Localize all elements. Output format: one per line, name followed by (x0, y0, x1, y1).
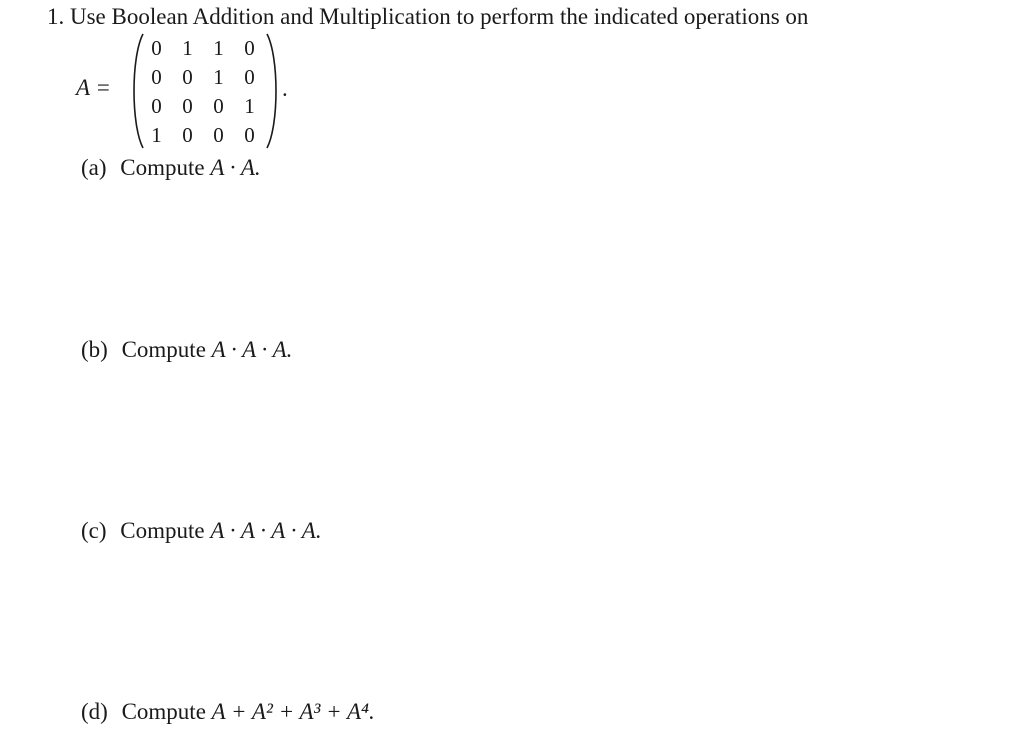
part-a (81, 153, 261, 183)
part-label: (a) (81, 155, 107, 180)
matrix-cell: 0 (182, 94, 193, 118)
matrix-cell: 0 (213, 94, 224, 118)
part-expression: A + A² + A³ + A⁴. (211, 699, 375, 724)
matrix-cell: 1 (213, 65, 224, 89)
matrix-cell: 0 (244, 36, 255, 60)
matrix-cell: 0 (213, 123, 224, 147)
matrix-grid (141, 34, 265, 150)
matrix-cell: 0 (151, 65, 162, 89)
part-expression: A · A · A. (211, 337, 293, 362)
part-label: (b) (81, 337, 108, 362)
matrix-cell: 0 (182, 123, 193, 147)
part-expression: A · A · A · A. (210, 518, 322, 543)
matrix-cell: 0 (182, 65, 193, 89)
part-label: (d) (81, 699, 108, 724)
matrix-period: . (282, 76, 288, 101)
matrix-label: A = (76, 75, 111, 100)
matrix-cell: 1 (151, 123, 162, 147)
problem-number: 1. (47, 4, 65, 29)
part-verb: Compute (121, 337, 206, 362)
matrix-cell: 1 (244, 94, 255, 118)
matrix-cell: 0 (244, 65, 255, 89)
matrix-definition (76, 32, 306, 150)
matrix-cell: 0 (151, 36, 162, 60)
part-verb: Compute (120, 518, 205, 543)
matrix-cell: 1 (213, 36, 224, 60)
part-d (81, 697, 375, 727)
part-verb: Compute (121, 699, 206, 724)
problem-text: Use Boolean Addition and Multiplication to perform the indicated operations on (70, 4, 809, 29)
matrix-cell: 1 (182, 36, 193, 60)
part-verb: Compute (120, 155, 205, 180)
part-expression: A · A. (210, 155, 261, 180)
part-label: (c) (81, 518, 107, 543)
part-b (81, 335, 292, 365)
right-parenthesis (264, 32, 282, 150)
matrix-cell: 0 (151, 94, 162, 118)
part-c (81, 516, 322, 546)
matrix-cell: 0 (244, 123, 255, 147)
problem-statement (47, 2, 808, 32)
